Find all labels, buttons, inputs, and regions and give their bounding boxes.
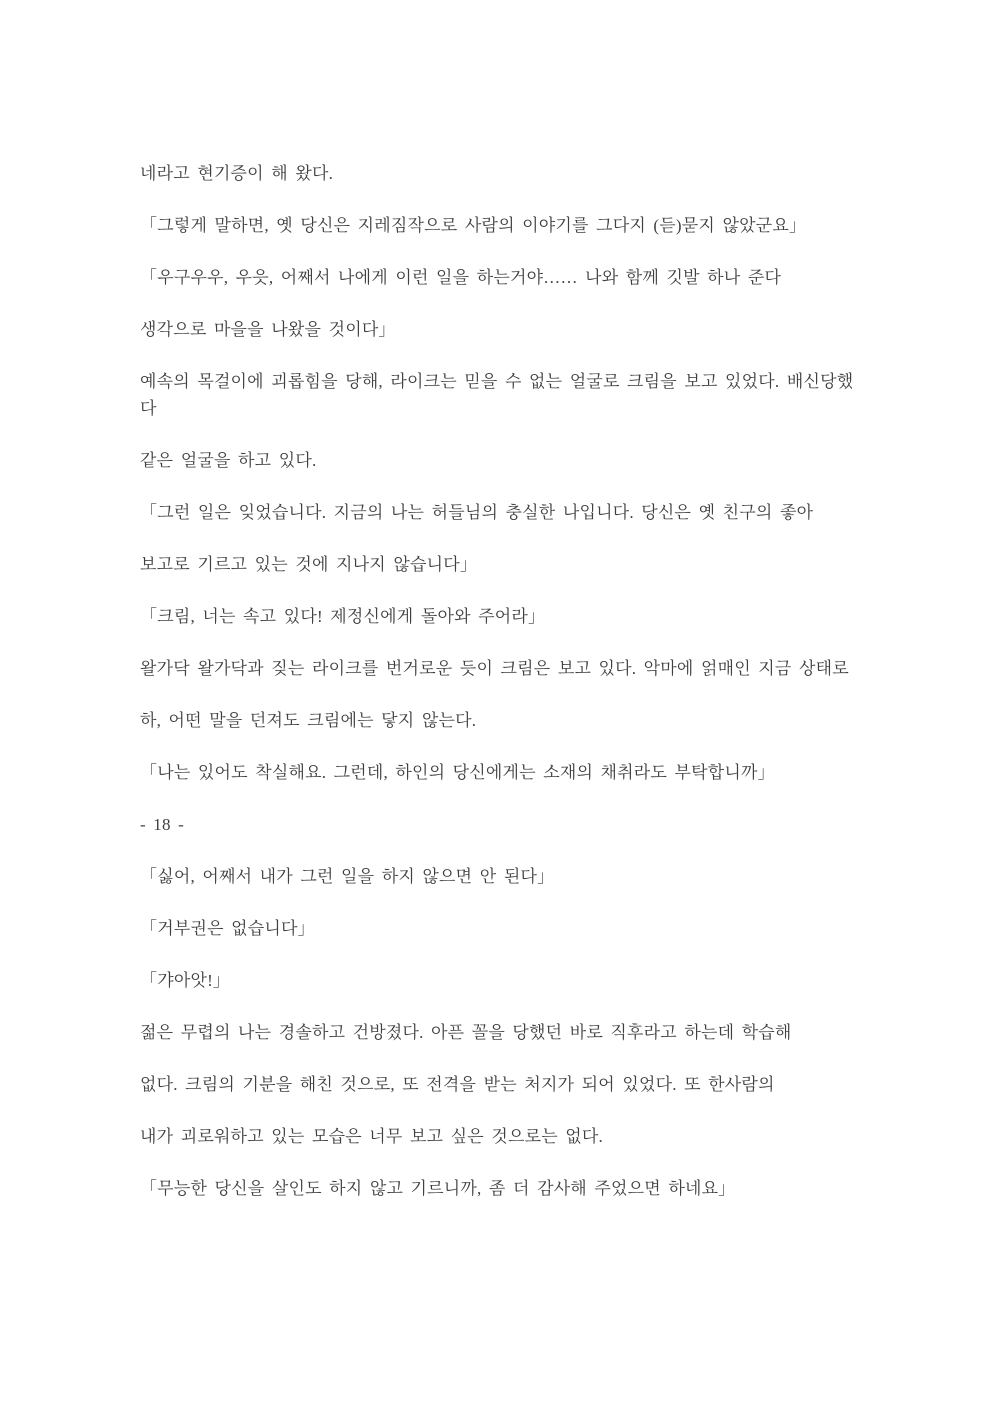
paragraph-narration-continuation: 내가 괴로워하고 있는 모습은 너무 보고 싶은 것으로는 없다. (140, 1127, 603, 1146)
paragraph-dialogue: 「거부권은 없습니다」 (140, 919, 315, 938)
paragraph-narration: 네라고 현기증이 해 왔다. (140, 164, 334, 183)
paragraph-dialogue: 「싫어, 어째서 내가 그런 일을 하지 않으면 안 된다」 (140, 867, 555, 886)
paragraph-narration-continuation: 없다. 크림의 기분을 해친 것으로, 또 전격을 받는 처지가 되어 있었다. 또 한사람의 (140, 1075, 775, 1094)
paragraph-dialogue: 「무능한 당신을 살인도 하지 않고 기르니까, 좀 더 감사해 주었으면 하네요」 (140, 1179, 736, 1198)
page-number-marker: - 18 - (140, 815, 185, 834)
paragraph-narration: 젊은 무렵의 나는 경솔하고 건방졌다. 아픈 꼴을 당했던 바로 직후라고 하는데 학습해 (140, 1023, 792, 1042)
paragraph-dialogue-continuation: 보고로 기르고 있는 것에 지나지 않습니다」 (140, 555, 478, 574)
paragraph-narration: 하, 어떤 말을 던져도 크림에는 닿지 않는다. (140, 711, 477, 730)
paragraph-dialogue-continuation: 생각으로 마을을 나왔을 것이다」 (140, 320, 396, 339)
paragraph-dialogue: 「나는 있어도 착실해요. 그런데, 하인의 당신에게는 소재의 채취라도 부탁합니까」 (140, 763, 775, 782)
paragraph-dialogue: 「그런 일은 잊었습니다. 지금의 나는 허들님의 충실한 나입니다. 당신은 옛 친구의 좋아 (140, 503, 814, 522)
paragraph-narration: 왈가닥 왈가닥과 짖는 라이크를 번거로운 듯이 크림은 보고 있다. 악마에 얽매인 지금 상태로 (140, 659, 849, 678)
paragraph-dialogue: 「크림, 너는 속고 있다! 제정신에게 돌아와 주어라」 (140, 607, 546, 626)
paragraph-dialogue: 「갸아앗!」 (140, 971, 231, 990)
paragraph-dialogue: 「그렇게 말하면, 옛 당신은 지레짐작으로 사람의 이야기를 그다지 (듣)묻지 않았군요」 (140, 216, 807, 235)
paragraph-narration: 같은 얼굴을 하고 있다. (140, 451, 317, 470)
paragraph-narration: 예속의 목걸이에 괴롭힘을 당해, 라이크는 믿을 수 없는 얼굴로 크림을 보고 있었다. 배신당했다 (140, 372, 854, 418)
novel-text-block (140, 0, 854, 1227)
paragraph-dialogue: 「우구우우, 우읏, 어째서 나에게 이런 일을 하는거야…… 나와 함께 깃발 하나 준다 (140, 268, 782, 287)
